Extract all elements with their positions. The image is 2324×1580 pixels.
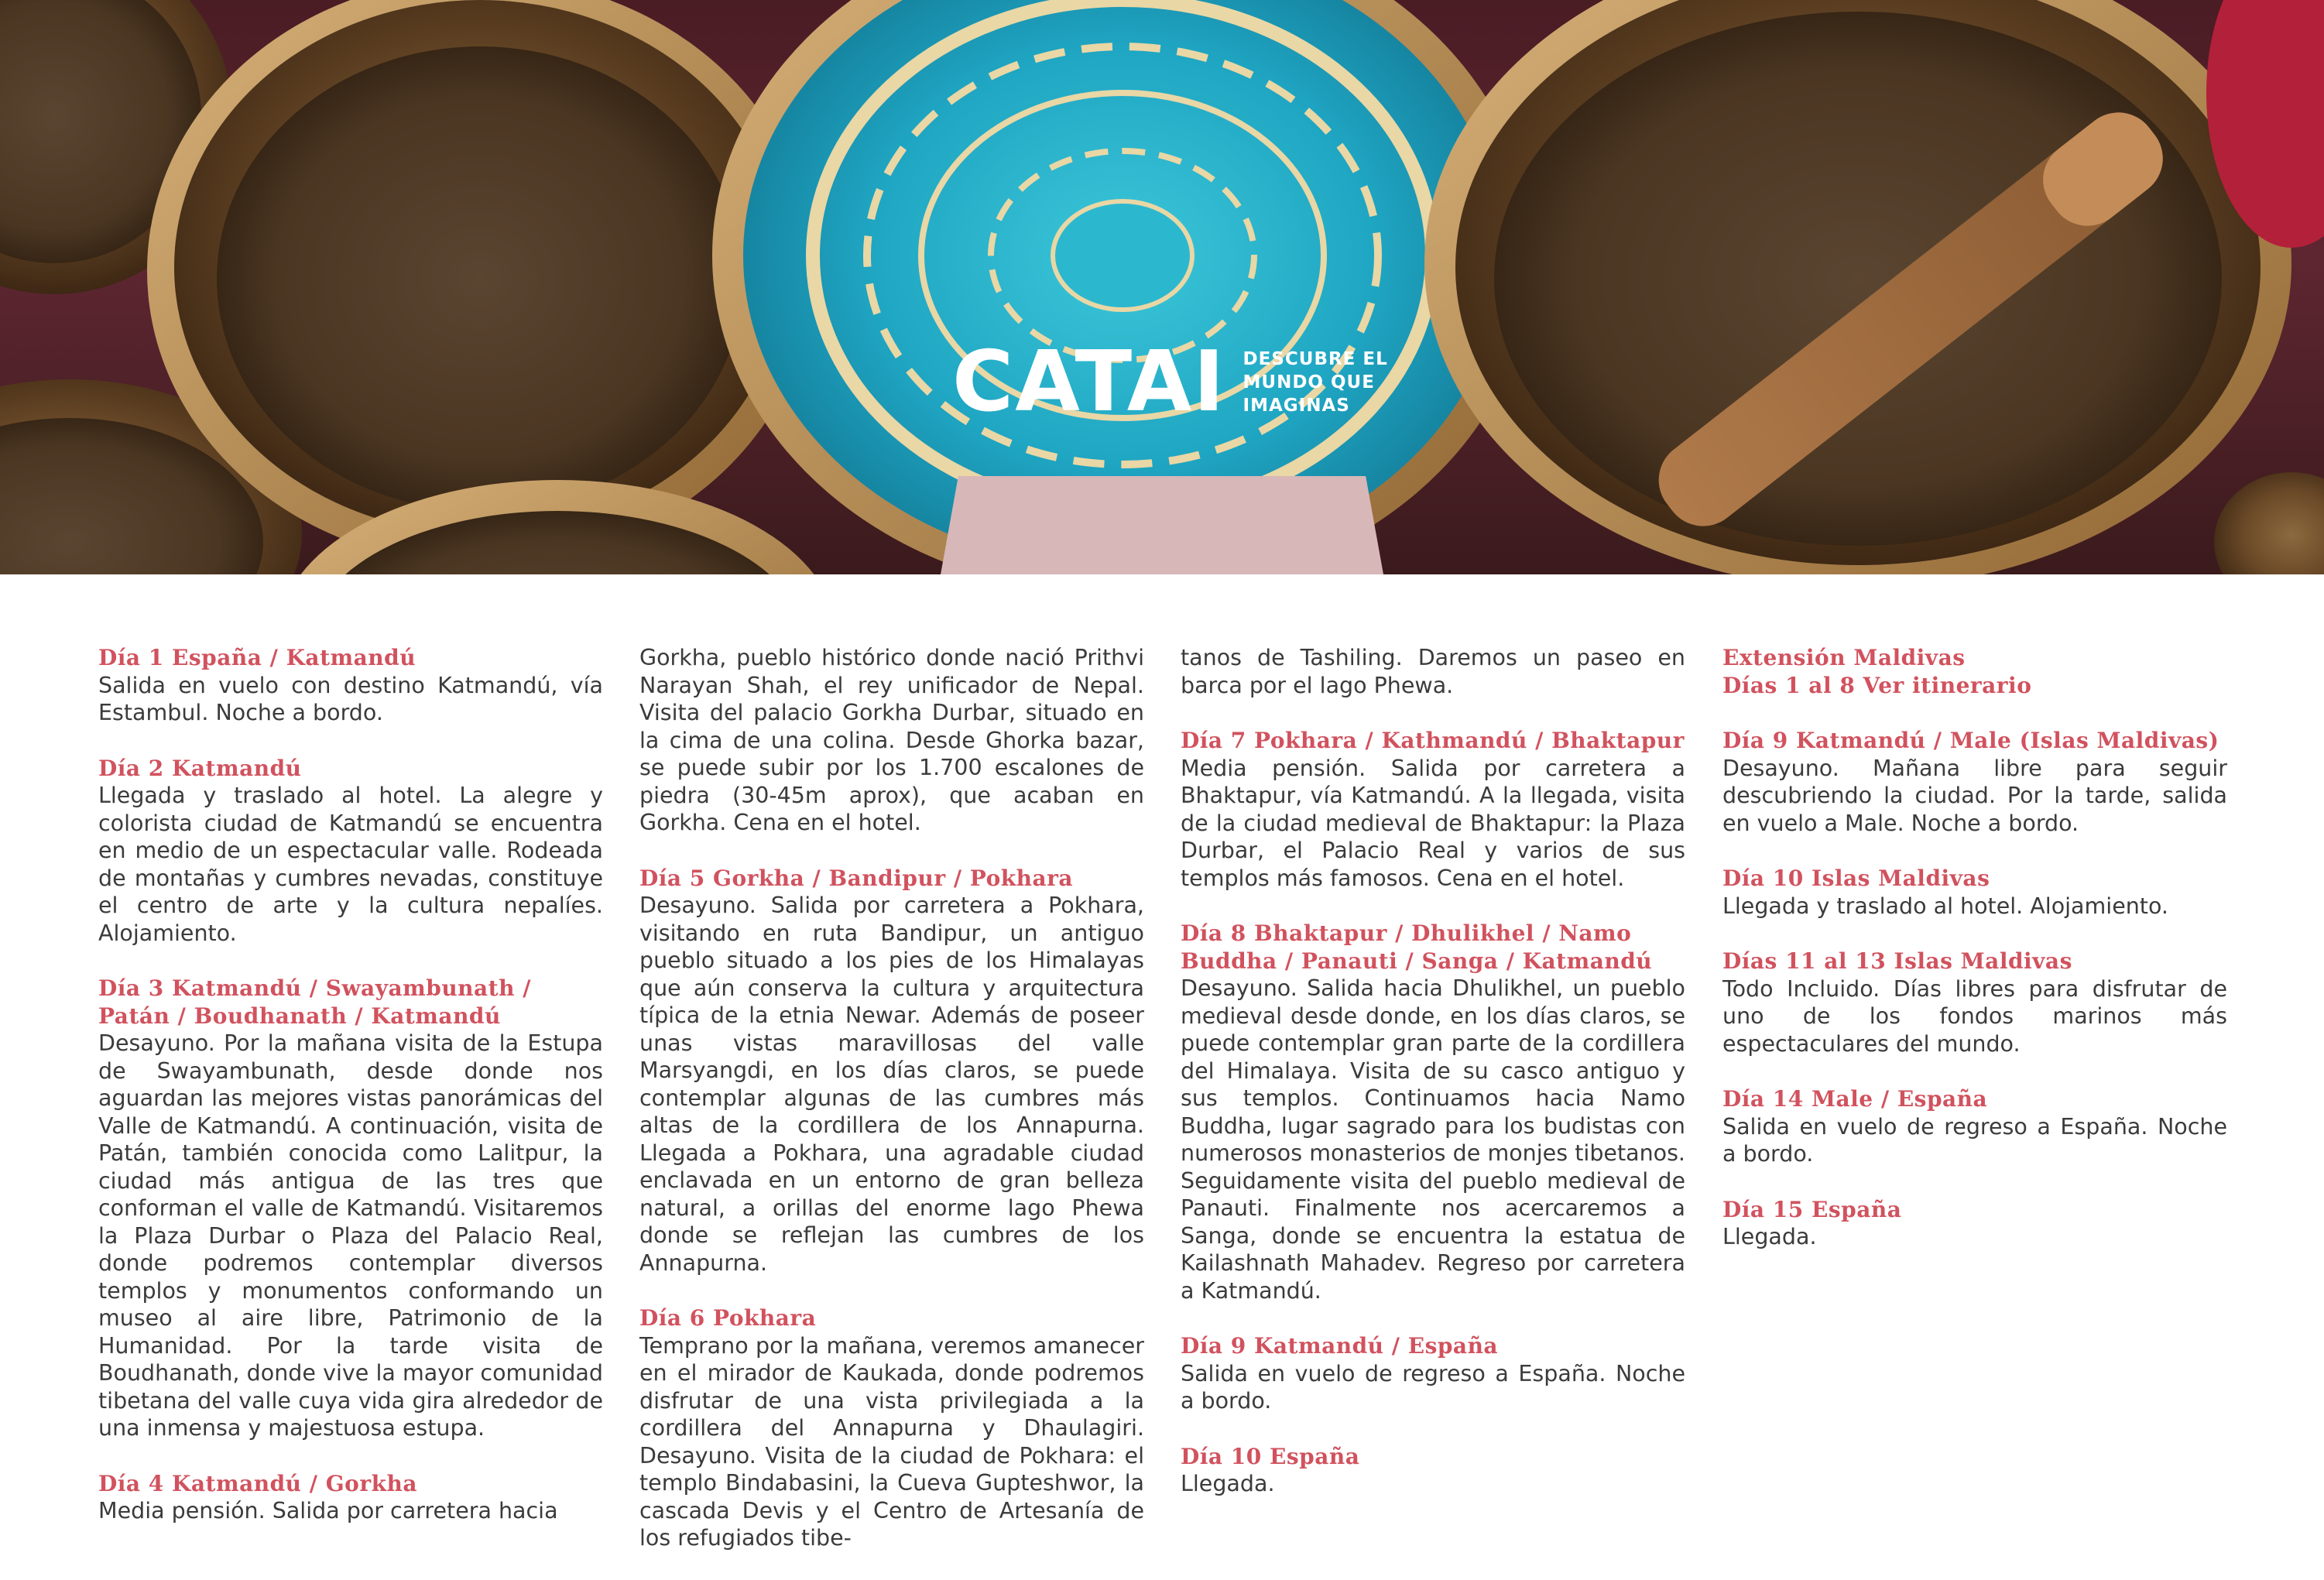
day-text: Salida en vuelo con destino Katmandú, vía Estambul. Noche a bordo. (98, 672, 603, 725)
day-title: Día 15 España (1722, 1196, 1902, 1222)
day-entry (98, 755, 603, 948)
day-title: Día 4 Katmandú / Gorkha (98, 1470, 417, 1496)
day-text: Desayuno. Salida por carretera a Pokhara, visitando en ruta Bandipur, un antiguo pueblo situado a los pies de los Himalayas que aún conserva la cultura y arquitectura típica de la etnia Newar. Además de poseer unas vistas maravillosas del valle Marsyangdi, en los días claros, se puede contemplar algunas de las cumbres más altas de la cordillera de los Annapurna. Llegada a Pokhara, una agradable ciudad enclavada en un entorno de gran belleza natural, a orillas del enorme lago Phewa donde se reflejan las cumbres de los Annapurna. (639, 893, 1144, 1276)
itinerary-column-3 (1181, 644, 1685, 1526)
day-title: Día 3 Katmandú / Swayambunath / Patán / Boudhanath / Katmandú (98, 975, 531, 1029)
day-title: Día 7 Pokhara / Kathmandú / Bhaktapur (1181, 728, 1685, 753)
day-entry (98, 975, 603, 1442)
day-entry (639, 865, 1144, 1277)
day-text: Media pensión. Salida por carretera hacia (98, 1498, 558, 1523)
day-text: Llegada y traslado al hotel. Alojamiento. (1722, 893, 2168, 919)
itinerary-column-2 (639, 644, 1144, 1580)
day-title: Día 6 Pokhara (639, 1305, 817, 1331)
day-entry (1722, 865, 2227, 920)
day-entry (1181, 920, 1685, 1304)
extension-subtitle: Días 1 al 8 Ver itinerario (1722, 672, 2032, 698)
brand-tagline: DESCUBRE EL MUNDO QUE IMAGINAS (1243, 349, 1388, 416)
day-text: Media pensión. Salida por carretera a Bhaktapur, vía Katmandú. A la llegada, visita de la ciudad medieval de Bhaktapur: la Plaza Durbar, el Palacio Real y varios de sus templos más famosos. Cena en el hotel. (1181, 755, 1685, 891)
day-text: Salida en vuelo de regreso a España. Noche a bordo. (1722, 1113, 2227, 1167)
extension-title: Extensión Maldivas (1722, 645, 1966, 670)
day-text: Llegada. (1722, 1224, 1817, 1249)
hero-photo-singing-bowls (0, 0, 2324, 574)
day-title: Día 14 Male / España (1722, 1086, 1988, 1112)
itinerary-column-4 (1722, 644, 2227, 1279)
day-title: Día 9 Katmandú / España (1181, 1333, 1499, 1359)
day-title: Día 2 Katmandú (98, 755, 302, 781)
day-entry (98, 644, 603, 727)
day-entry (1722, 1085, 2227, 1168)
day-text: Desayuno. Salida hacia Dhulikhel, un pueblo medieval desde donde, en los días claros, se puede contemplar gran parte de la cordillera del Himalaya. Visita de su casco antiguo y sus templos. Continuamos hacia Namo Buddha, lugar sagrado para los budistas con numerosos monasterios de monjes tibetanos. Seguidamente visita del pueblo medieval de Panauti. Finalmente nos acercaremos a Sanga, donde se encuentra la estatua de Kailashnath Mahadev. Regreso por carretera a Katmandú. (1181, 975, 1685, 1304)
day-entry (1181, 1332, 1685, 1415)
day-text: Desayuno. Por la mañana visita de la Estupa de Swayambunath, desde donde nos aguardan las mejores vistas panorámicas del Valle de Katmandú. A continuación, visita de Patán, también conocida como Lalitpur, la ciudad más antigua de las tres que conforman el valle de Katmandú. Visitaremos la Plaza Durbar o Plaza del Palacio Real, donde podremos contemplar diversos templos y monumentos conformando un museo al aire libre, Patrimonio de la Humanidad. Por la tarde visita de Boudhanath, donde vive la mayor comunidad tibetana del valle cuya vida gira alrededor de una inmensa y majestuosa estupa. (98, 1030, 603, 1441)
day-entry (1181, 1443, 1685, 1498)
day-title: Días 11 al 13 Islas Maldivas (1722, 948, 2072, 974)
day-title: Día 5 Gorkha / Bandipur / Pokhara (639, 865, 1074, 891)
itinerary-column-1 (98, 644, 603, 1553)
day-text: Desayuno. Mañana libre para seguir descubriendo la ciudad. Por la tarde, salida en vuelo a Male. Noche a bordo. (1722, 755, 2227, 836)
day-entry (639, 1304, 1144, 1552)
day-text: Llegada. (1181, 1471, 1275, 1496)
brand-logo (952, 334, 1398, 430)
day-text: Todo Incluido. Días libres para disfrutar de uno de los fondos marinos más espectaculares del mundo. (1722, 975, 2227, 1057)
day-entry (1722, 1196, 2227, 1251)
brand-name: CATAI (952, 334, 1226, 430)
day-entry (1181, 727, 1685, 892)
day-text: Llegada y traslado al hotel. La alegre y colorista ciudad de Katmandú se encuentra en medio de un espectacular valle. Rodeada de montañas y cumbres nevadas, constituye el centro de arte y la cultura nepalíes. Alojamiento. (98, 783, 603, 946)
day-title: Día 10 Islas Maldivas (1722, 865, 1990, 891)
day-text: Temprano por la mañana, veremos amanecer en el mirador de Kaukada, donde podremos disfrutar de una vista privilegiada a la cordillera del Annapurna y Dhaulagiri. Desayuno. Visita de la ciudad de Pokhara: el templo Bindabasini, la Cueva Gupteshwor, la cascada Devis y el Centro de Artesanía de los refugiados tibe- (639, 1332, 1144, 1551)
day-title: Día 8 Bhaktapur / Dhulikhel / Namo Buddha / Panauti / Sanga / Katmandú (1181, 920, 1653, 974)
day-text: Salida en vuelo de regreso a España. Noche a bordo. (1181, 1360, 1685, 1414)
day-title: Día 9 Katmandú / Male (Islas Maldivas) (1722, 728, 2219, 753)
day-entry (98, 1470, 603, 1525)
day-title: Día 10 España (1181, 1443, 1360, 1469)
day-title: Día 1 España / Katmandú (98, 645, 416, 670)
decorative-tab (941, 476, 1383, 574)
day-entry (1722, 727, 2227, 837)
day-entry (1722, 948, 2227, 1057)
continued-text: Gorkha, pueblo histórico donde nació Prithvi Narayan Shah, el rey unificador de Nepal. Visita del palacio Gorkha Durbar, situado en la cima de una colina. Desde Ghorka bazar, se puede subir por los 1.700 escalones de piedra (30-45m aprox), que acaban en Gorkha. Cena en el hotel. (639, 645, 1144, 835)
extension-header (1722, 644, 2227, 699)
continued-text: tanos de Tashiling. Daremos un paseo en barca por el lago Phewa. (1181, 645, 1685, 698)
